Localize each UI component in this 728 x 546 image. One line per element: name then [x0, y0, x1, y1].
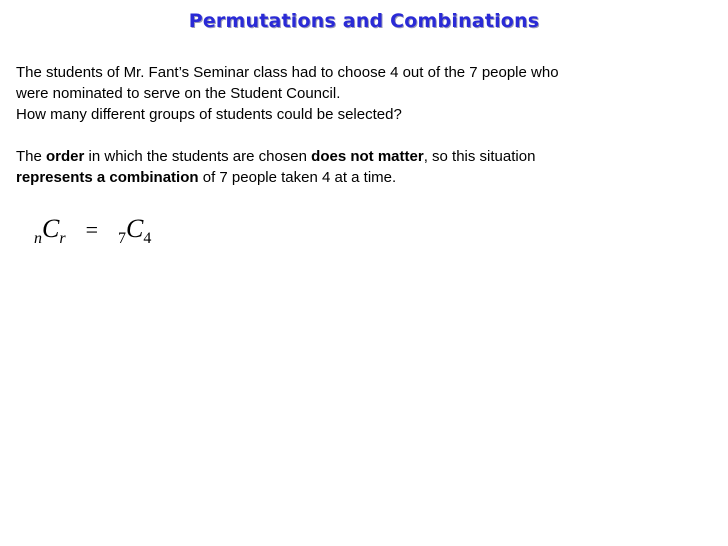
explanation-order: order — [46, 148, 85, 165]
explanation-text-3: , so this situation — [423, 148, 536, 165]
explanation-text-1: The — [16, 148, 47, 165]
formula-7: 7 — [118, 230, 126, 247]
explanation-does-not-matter: does not matter — [311, 148, 424, 165]
explanation-line-2 — [16, 167, 716, 188]
combination-formula — [34, 214, 152, 247]
explanation — [16, 146, 716, 188]
problem-question: How many different groups of students could be selected? — [16, 106, 402, 123]
explanation-represents-combination: represents a combination — [16, 169, 199, 186]
formula-c-right: C — [126, 214, 144, 243]
formula-c-left: C — [42, 214, 60, 243]
slide-title: Permutations and Combinations — [188, 10, 540, 32]
problem-line-1: The students of Mr. Fant’s Seminar class had to choose 4 out of the 7 people who — [16, 64, 559, 81]
explanation-line-1 — [16, 146, 716, 167]
problem-statement — [16, 62, 716, 125]
formula-4: 4 — [143, 230, 152, 247]
formula-r: r — [59, 230, 66, 247]
formula-equals: = — [85, 217, 98, 242]
formula-n: n — [34, 230, 42, 247]
problem-line-2: were nominated to serve on the Student Council. — [16, 85, 341, 102]
explanation-text-4: of 7 people taken 4 at a time. — [198, 169, 397, 186]
explanation-text-2: in which the students are chosen — [84, 148, 312, 165]
